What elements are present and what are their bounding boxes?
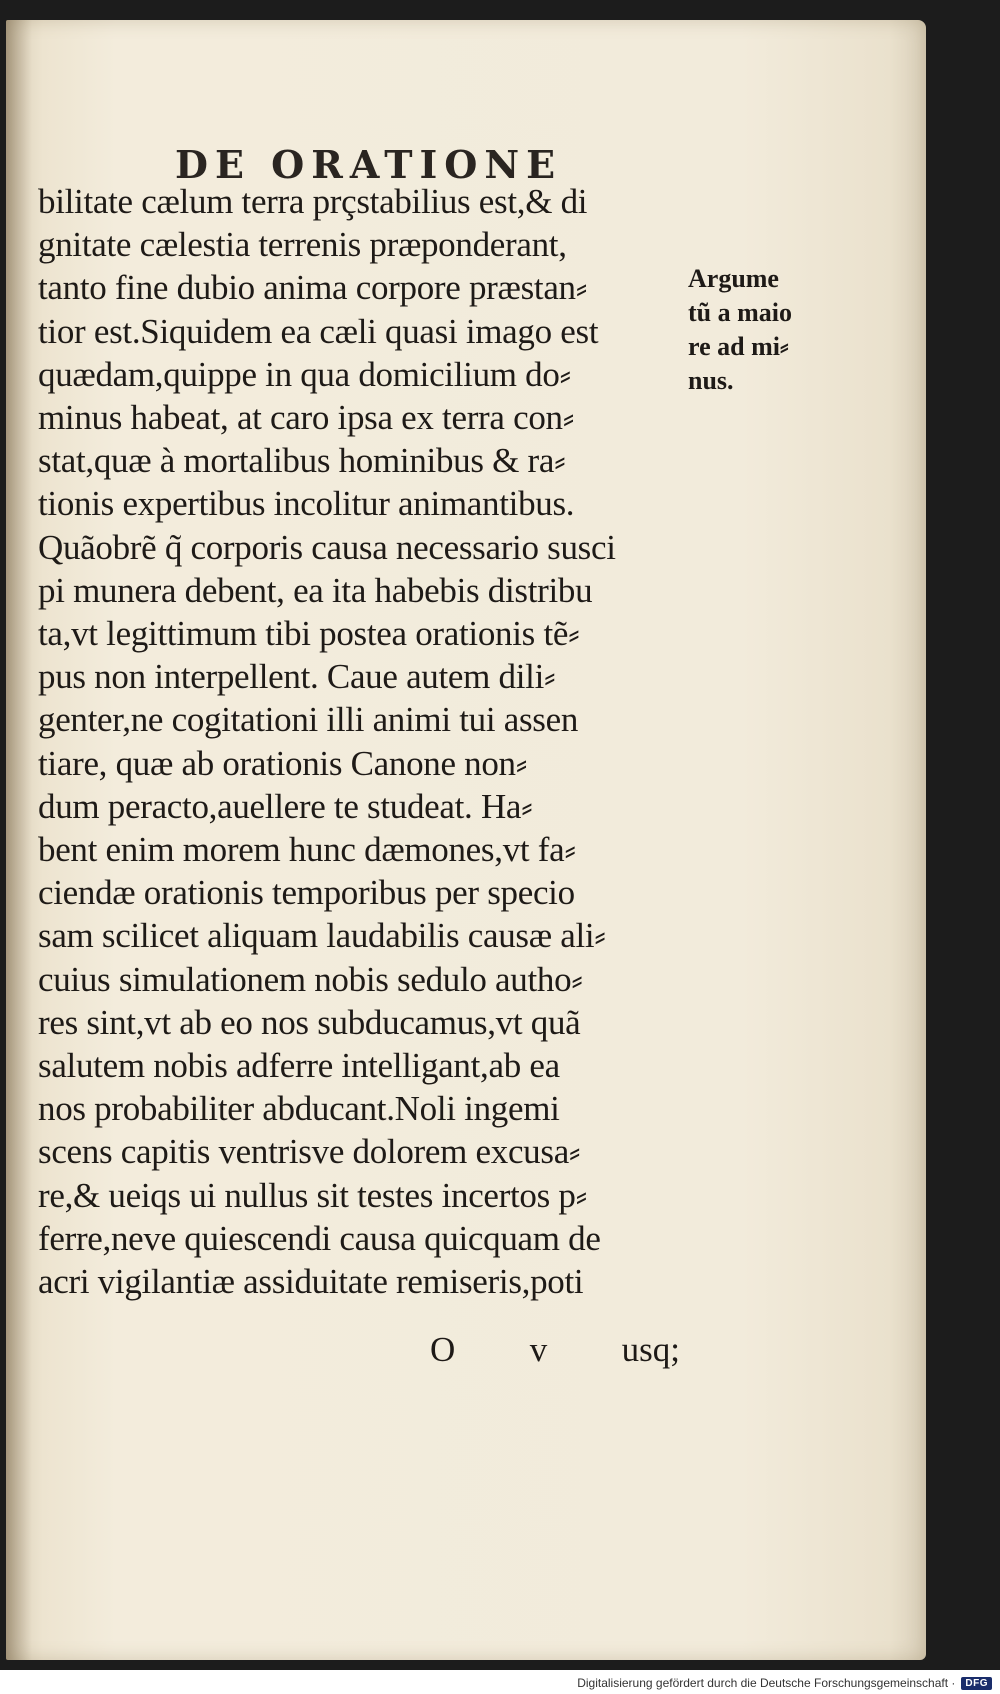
dfg-logo: DFG <box>961 1677 992 1690</box>
text-line: scens capitis ventrisve dolorem excusa⸗ <box>38 1132 581 1172</box>
text-line: genter,ne cogitationi illi animi tui assen <box>38 700 579 740</box>
gutter-shadow <box>6 20 32 1660</box>
marginal-note-line: Argume <box>688 264 779 293</box>
catchwords <box>430 1330 680 1370</box>
footer-credit: Digitalisierung gefördert durch die Deutsche Forschungsgemeinschaft · <box>577 1676 956 1690</box>
text-line: tanto fine dubio anima corpore præstan⸗ <box>38 268 588 308</box>
body-text <box>38 180 688 1303</box>
text-line: pi munera debent, ea ita habebis distribu <box>38 570 593 610</box>
text-line: tior est.Siquidem ea cæli quasi imago est <box>38 311 599 351</box>
text-line: quædam,quippe in qua domicilium do⸗ <box>38 354 571 394</box>
text-line: ta,vt legittimum tibi postea orationis tẽ⸗ <box>38 614 580 654</box>
text-line: stat,quæ à mortalibus hominibus & ra⸗ <box>38 441 566 481</box>
text-line: salutem nobis adferre intelligant,ab ea <box>38 1046 560 1086</box>
text-line: minus habeat, at caro ipsa ex terra con⸗ <box>38 398 575 438</box>
marginal-note-line: tũ a maio <box>688 298 792 327</box>
text-line: res sint,vt ab eo nos subducamus,vt quã <box>38 1002 581 1042</box>
text-line: re,& ueiqs ui nullus sit testes incertos p⸗ <box>38 1175 587 1215</box>
text-line: tionis expertibus incolitur animantibus. <box>38 484 575 524</box>
catchword: usq; <box>621 1330 680 1369</box>
digitization-footer <box>0 1672 992 1694</box>
text-line: pus non interpellent. Caue autem dili⸗ <box>38 657 556 697</box>
marginal-note-line: re ad mi⸗ <box>688 332 789 361</box>
marginal-note-line: nus. <box>688 366 734 395</box>
text-line: ciendæ orationis temporibus per specio <box>38 873 575 913</box>
text-line: sam scilicet aliquam laudabilis causæ ali⸗ <box>38 916 606 956</box>
text-line: ferre,neve quiescendi causa quicquam de <box>38 1218 601 1258</box>
running-head: DE ORATIONE <box>175 142 563 187</box>
text-line: Quãobrẽ q̃ corporis causa necessario susci <box>38 527 616 567</box>
text-line: gnitate cælestia terrenis præponderant, <box>38 225 567 265</box>
text-line: dum peracto,auellere te studeat. Ha⸗ <box>38 786 533 826</box>
text-line: cuius simulationem nobis sedulo autho⸗ <box>38 959 583 999</box>
text-line: acri vigilantiæ assiduitate remiseris,poti <box>38 1262 584 1302</box>
marginal-note <box>688 262 828 398</box>
signature-mark: O <box>430 1330 456 1369</box>
text-line: tiare, quæ ab orationis Canone non⸗ <box>38 743 528 783</box>
signature-mark: v <box>529 1330 548 1369</box>
text-line: bilitate cælum terra prçstabilius est,& di <box>38 182 588 221</box>
text-line: bent enim morem hunc dæmones,vt fa⸗ <box>38 830 576 870</box>
text-line: nos probabiliter abducant.Noli ingemi <box>38 1089 560 1129</box>
